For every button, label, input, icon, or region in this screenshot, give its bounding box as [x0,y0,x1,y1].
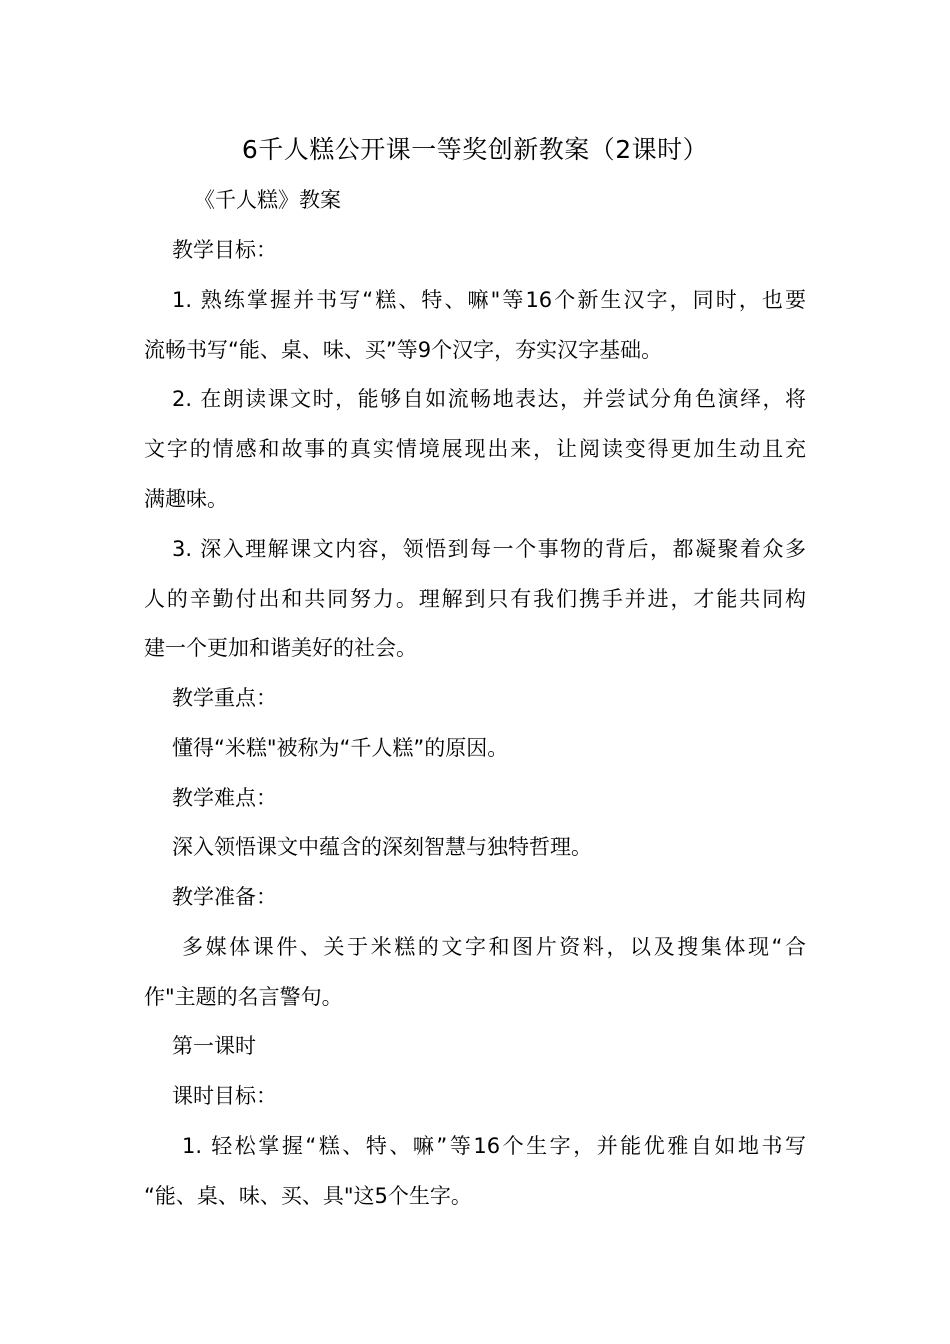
lesson-one-heading: 第一课时 [172,1034,256,1058]
difficulties-heading: 教学难点： [172,786,277,810]
preparation-heading: 教学准备： [172,885,277,909]
objective-2-line-1: 2. 在朗读课文时，能够自如流畅地表达，并尝试分角色演绎，将 [172,387,806,411]
difficulties-text: 深入领悟课文中蕴含的深刻智慧与独特哲理。 [172,835,592,859]
lesson-plan-subtitle: 《千人糕》教案 [194,188,341,212]
preparation-line-1: 多媒体课件、关于米糕的文字和图片资料，以及搜集体现“合 [182,935,806,959]
key-points-text: 懂得“米糕"被称为“千人糕”的原因。 [172,736,509,760]
objective-2-line-3: 满趣味。 [144,487,228,511]
preparation-line-2: 作"主题的名言警句。 [144,985,343,1009]
objective-2-line-2: 文字的情感和故事的真实情境展现出来，让阅读变得更加生动且充 [144,437,806,461]
lesson-objective-1-line-2: “能、桌、味、买、具"这5个生字。 [144,1184,472,1208]
objective-3-line-1: 3. 深入理解课文内容，领悟到每一个事物的背后，都凝聚着众多 [172,537,806,561]
objective-1-line-1: 1. 熟练掌握并书写“糕、特、嘛"等16个新生汉字，同时，也要 [172,288,806,312]
objective-3-line-2: 人的辛勤付出和共同努力。理解到只有我们携手并进，才能共同构 [144,587,806,611]
lesson-objectives-heading: 课时目标： [172,1084,277,1108]
objective-3-line-3: 建一个更加和谐美好的社会。 [144,636,417,660]
objective-1-line-2: 流畅书写“能、桌、味、买”等9个汉字，夯实汉字基础。 [144,338,663,362]
key-points-heading: 教学重点： [172,686,277,710]
lesson-objective-1-line-1: 1. 轻松掌握“糕、特、嘛”等16个生字，并能优雅自如地书写 [182,1134,806,1158]
objectives-heading: 教学目标： [172,238,277,262]
document-title: 6千人糕公开课一等奖创新教案（2课时） [241,135,709,164]
